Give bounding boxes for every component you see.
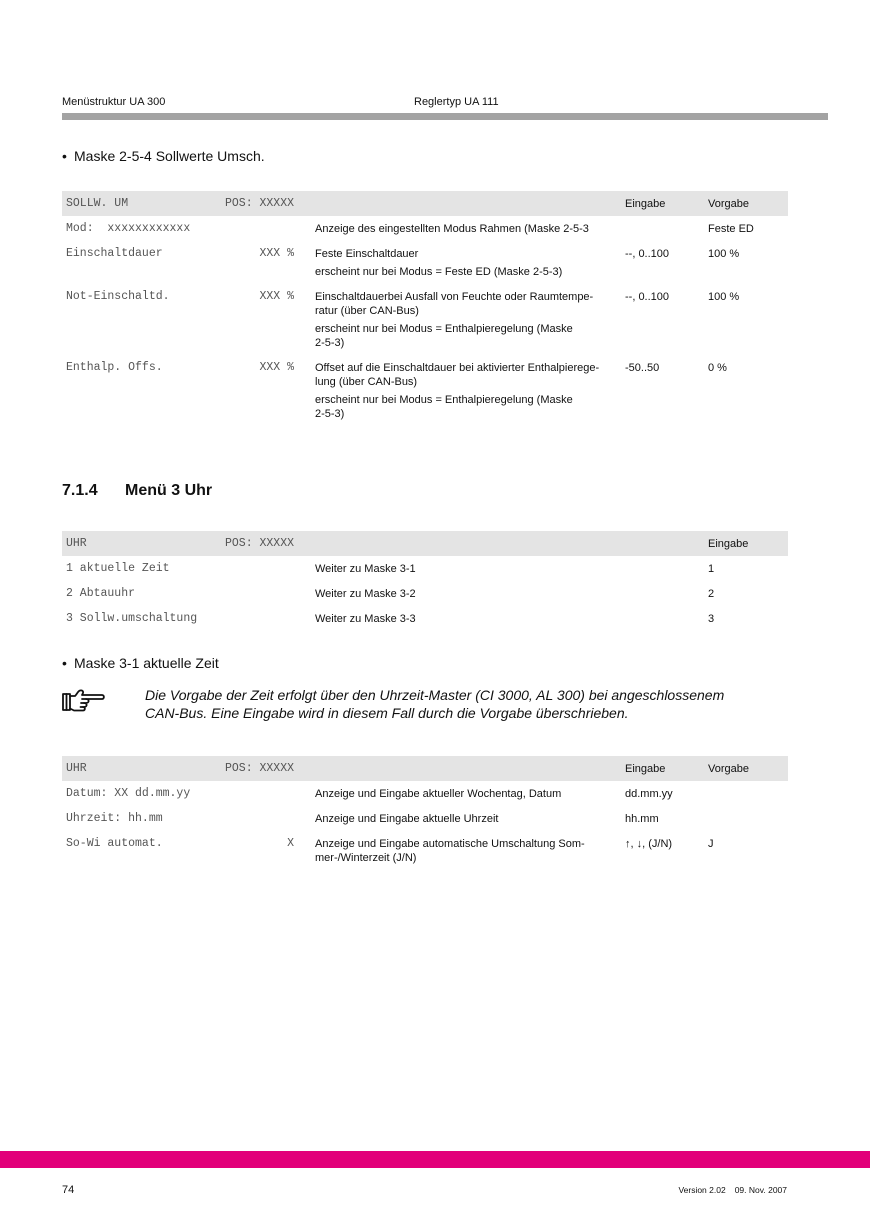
version-info [678, 1184, 787, 1196]
row-input: 3 [708, 613, 715, 625]
row-description [315, 361, 625, 421]
row-description [315, 247, 625, 279]
running-header-controller-type: Reglertyp UA 111 [414, 96, 499, 108]
column-header-eingabe: Eingabe [708, 538, 749, 550]
table-row [62, 581, 788, 606]
row-label: 3 Sollw.umschaltung [66, 612, 198, 625]
hint-line: CAN-Bus. Eine Eingabe wird in diesem Fall durch die Vorgabe überschrieben. [145, 705, 629, 721]
row-label: Uhrzeit: hh.mm [66, 812, 163, 825]
row-input: 2 [708, 588, 715, 600]
row-description [315, 290, 625, 350]
row-label: Einschaltdauer [66, 247, 163, 260]
table-row [62, 355, 788, 426]
table-row [62, 806, 788, 831]
row-description [315, 812, 625, 826]
row-input: 1 [708, 563, 715, 575]
row-input: hh.mm [625, 813, 659, 825]
row-input: dd.mm.yy [625, 788, 673, 800]
description-line: Einschaltdauerbei Ausfall von Feuchte oder Raumtempe- [315, 291, 594, 303]
row-label: Datum: XX dd.mm.yy [66, 787, 191, 800]
row-condition-note [315, 322, 625, 350]
column-header-eingabe: Eingabe [625, 198, 666, 210]
table-header-row [62, 191, 788, 216]
row-input: --, 0..100 [625, 291, 670, 303]
row-value: XXX % [259, 290, 294, 303]
bullet-mask-2-5-4 [62, 148, 265, 164]
bullet-dot: • [62, 655, 67, 671]
note-line: 2-5-3) [315, 337, 345, 349]
row-default: 100 % [708, 248, 740, 260]
note-line: erscheint nur bei Modus = Enthalpieregelung (Maske [315, 394, 573, 406]
description-line: lung (über CAN-Bus) [315, 376, 418, 388]
table-row [62, 284, 788, 355]
pointing-hand-icon [62, 688, 106, 714]
bullet-mask-3-1 [62, 655, 219, 671]
row-value: X [287, 837, 294, 850]
description-line: ratur (über CAN-Bus) [315, 305, 419, 317]
table-header-row [62, 531, 788, 556]
row-condition-note [315, 393, 625, 421]
sollwerte-umsch-table [62, 191, 788, 426]
note-line: erscheint nur bei Modus = Enthalpieregelung (Maske [315, 323, 573, 335]
row-input: --, 0..100 [625, 248, 670, 260]
row-default: J [708, 838, 714, 850]
table-row [62, 606, 788, 631]
section-title: Menü 3 Uhr [125, 482, 213, 499]
description-line: Anzeige und Eingabe automatische Umschaltung Som- [315, 838, 585, 850]
version-number: Version 2.02 [678, 1185, 726, 1195]
mask-name: SOLLW. UM [66, 197, 129, 210]
row-default: 0 % [708, 362, 727, 374]
page-number: 74 [62, 1184, 75, 1196]
hint-line: Die Vorgabe der Zeit erfolgt über den Uhrzeit-Master (CI 3000, AL 300) bei angeschlossenem [145, 687, 725, 703]
row-default: Feste ED [708, 223, 754, 235]
row-label: Mod: xxxxxxxxxxxx [66, 222, 191, 235]
running-header-title: Menüstruktur UA 300 [62, 96, 166, 108]
description-line: Anzeige und Eingabe aktueller Wochentag, Datum [315, 788, 562, 800]
header-rule [62, 113, 828, 120]
row-description: Weiter zu Maske 3-2 [315, 588, 416, 600]
column-header-eingabe: Eingabe [625, 763, 666, 775]
row-description [315, 837, 625, 865]
table-row [62, 831, 788, 870]
row-default: 100 % [708, 291, 740, 303]
table-header-row [62, 756, 788, 781]
menu-3-uhr-table [62, 531, 788, 631]
mask-name: UHR [66, 762, 87, 775]
version-date: 09. Nov. 2007 [734, 1185, 787, 1195]
row-input: ↑, ↓, (J/N) [625, 838, 673, 850]
row-value: XXX % [259, 247, 294, 260]
row-label: 1 aktuelle Zeit [66, 562, 170, 575]
table-row [62, 556, 788, 581]
description-line: Offset auf die Einschaltdauer bei aktivierter Enthalpierege- [315, 362, 600, 374]
description-line: Anzeige und Eingabe aktuelle Uhrzeit [315, 813, 499, 825]
hint-note [145, 686, 724, 722]
row-description [315, 787, 625, 801]
mask-position: POS: XXXXX [225, 762, 295, 775]
row-input: -50..50 [625, 362, 660, 374]
row-label: So-Wi automat. [66, 837, 163, 850]
column-header-vorgabe: Vorgabe [708, 763, 749, 775]
row-value: XXX % [259, 361, 294, 374]
note-line: 2-5-3) [315, 408, 345, 420]
row-description: Weiter zu Maske 3-3 [315, 613, 416, 625]
bullet-title: Maske 2-5-4 Sollwerte Umsch. [74, 148, 265, 164]
row-label: Not-Einschaltd. [66, 290, 170, 303]
aktuelle-zeit-table [62, 756, 788, 870]
table-row [62, 241, 788, 284]
mask-position: POS: XXXXX [225, 197, 295, 210]
row-condition-note [315, 265, 625, 279]
description-line: Feste Einschaltdauer [315, 248, 419, 260]
row-label: Enthalp. Offs. [66, 361, 163, 374]
mask-position: POS: XXXXX [225, 537, 295, 550]
row-label: 2 Abtauuhr [66, 587, 136, 600]
table-row [62, 781, 788, 806]
mask-name: UHR [66, 537, 87, 550]
section-number: 7.1.4 [62, 482, 98, 499]
description-line: Anzeige des eingestellten Modus Rahmen (Maske 2-5-3 [315, 223, 589, 235]
note-line: erscheint nur bei Modus = Feste ED (Maske 2-5-3) [315, 266, 563, 278]
column-header-vorgabe: Vorgabe [708, 198, 749, 210]
row-description [315, 222, 625, 236]
bullet-dot: • [62, 148, 67, 164]
description-line: mer-/Winterzeit (J/N) [315, 852, 417, 864]
table-row [62, 216, 788, 241]
bullet-title: Maske 3-1 aktuelle Zeit [74, 655, 219, 671]
footer-accent-bar [0, 1151, 870, 1168]
row-description: Weiter zu Maske 3-1 [315, 563, 416, 575]
